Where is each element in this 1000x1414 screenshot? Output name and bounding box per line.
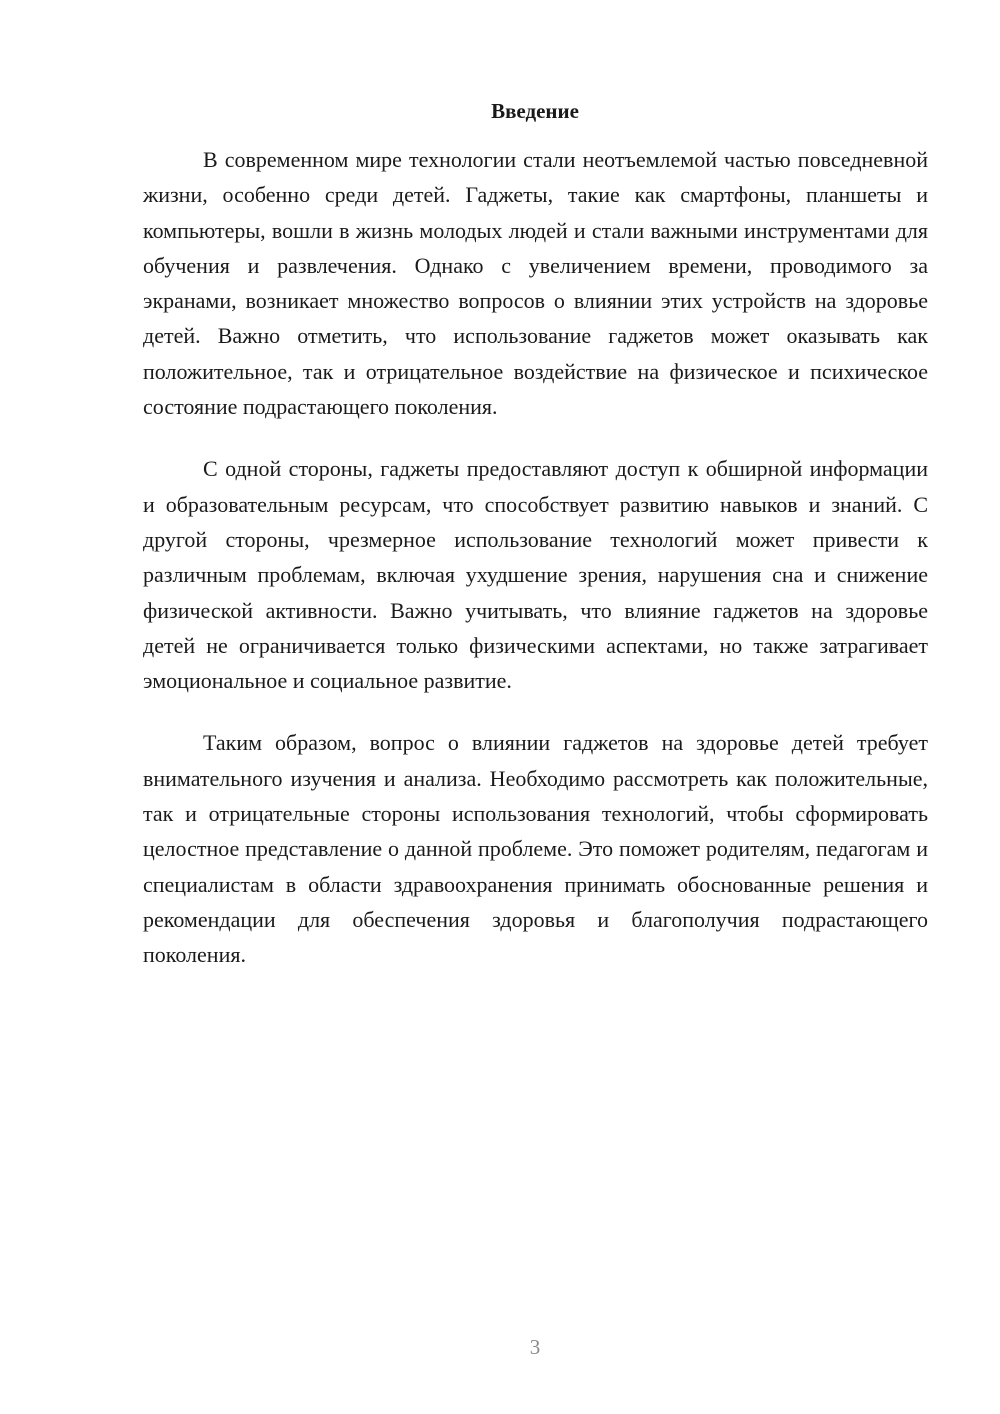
paragraph-2: С одной стороны, гаджеты предоставляют доступ к обширной информации и образовательным ресурсам, что способствует развитию навыков и знаний. С другой стороны, чрезмерное использование технологий может привести к различным проблемам, включая ухудшение зрения, нарушения сна и снижение физической активности. Важно учитывать, что влияние гаджетов на здоровье детей не ограничивается только физическими аспектами, но также затрагивает эмоциональное и социальное развитие. [143,456,928,694]
section-heading: Введение [491,99,579,123]
page-number: 3 [529,1335,541,1359]
paragraph-1: В современном мире технологии стали неотъемлемой частью повседневной жизни, особенно среди детей. Гаджеты, такие как смартфоны, планшеты и компьютеры, вошли в жизнь молодых людей и стали важными инструментами для обучения и развлечения. Однако с увеличением времени, проводимого за экранами, возникает множество вопросов о влиянии этих устройств на здоровье детей. Важно отметить, что использование гаджетов может оказывать как положительное, так и отрицательное воздействие на физическое и психическое состояние подрастающего поколения. [143,147,928,420]
paragraph-3: Таким образом, вопрос о влиянии гаджетов на здоровье детей требует внимательного изучения и анализа. Необходимо рассмотреть как положительные, так и отрицательные стороны использования технологий, чтобы сформировать целостное представление о данной проблеме. Это поможет родителям, педагогам и специалистам в области здравоохранения принимать обоснованные решения и рекомендации для обеспечения здоровья и благополучия подрастающего поколения. [143,730,928,968]
body-text [143,142,928,1000]
